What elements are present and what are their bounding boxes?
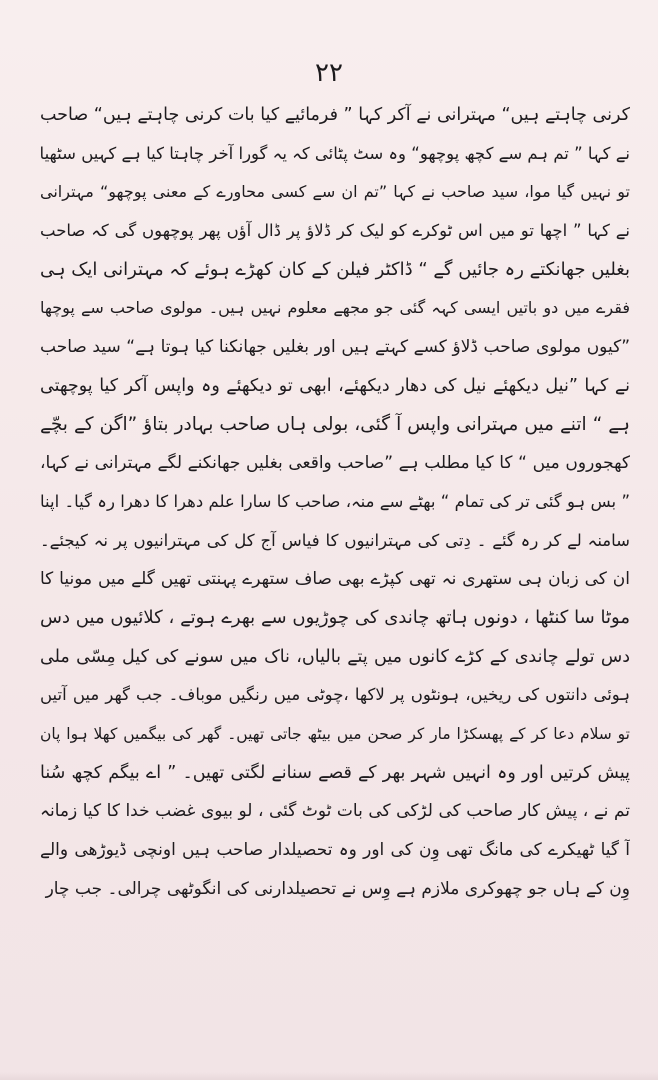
text-line-18: پیش کرتیں اور وہ انہیں شہر بھر کے قصے سنانے لگتی تھیں۔ ” اے بیگم کچھ سُنا (40, 762, 630, 783)
text-line-12: سامنہ لے کر رہ گئے ۔ دِتی کی مہترانیوں کا فیاس آج کل کی مہترانیوں پر نہ کیجئے۔ (40, 530, 630, 550)
urdu-text-body (40, 96, 630, 908)
text-line-11: ” بس ہو گئی تر کی تمام “ بھٹے سے منہ، صاحب کا سارا علم دھرا کا دھرا رہ گیا۔ اپنا (40, 491, 630, 511)
text-line-5: بغلیں جھانکتے رہ جائیں گے “ ڈاکٹر فیلن کے کان کھڑے ہوئے کہ مہترانی ایک ہی (40, 258, 630, 280)
text-line-7: ”کیوں مولوی صاحب ڈلاؤ کسے کہتے ہیں اور بغلیں جھانکنا کیا ہوتا ہے“ سید صاحب (40, 337, 630, 358)
text-line-19: تم نے ، پیش کار صاحب کی لڑکی کی بات ٹوٹ گئی ، لو بیوی غضب خدا کا کیا زمانہ (40, 801, 630, 822)
text-line-6: فقرے میں دو باتیں ایسی کہہ گئی جو مجھے معلوم نہیں ہیں۔ مولوی صاحب سے پوچھا (40, 298, 630, 318)
text-line-2: نے کہا ” تم ہم سے کچھ پوچھو“ وہ سٹ پٹائی کہ یہ گورا آخر چاہتا کیا ہے کہیں سٹھیا (40, 143, 630, 163)
text-line-20: آ گیا ٹھیکرے کی مانگ تھی وِن کی اور وہ تحصیلدار صاحب ہیں اونچی ڈیوڑھی والے (40, 840, 630, 861)
page-number: ۲۲ (315, 58, 343, 88)
text-line-21: وِن کے ہاں جو چھوکری ملازم ہے وِس نے تحصیلدارنی کی انگوٹھی چرالی۔ جب چار (45, 878, 630, 899)
text-line-8: نے کہا ”نیل دیکھئے نیل کی دھار دیکھئے، ابھی تو دیکھئے وہ واپس آکر کیا پوچھتی (40, 375, 630, 396)
text-line-1: کرنی چاہتے ہیں“ مہترانی نے آکر کہا ” فرمائیے کیا بات کرنی چاہتے ہیں“ صاحب (40, 105, 630, 125)
page-bottom-edge (0, 1072, 658, 1080)
text-line-14: موٹا سا کنٹھا ، دونوں ہاتھ چاندی کی چوڑیوں سے بھرے ہوتے ، کلائیوں میں دس (40, 606, 630, 628)
text-line-17: تو سلام دعا کر کے پھسکڑا مار کر صحن میں بیٹھ جاتی تھیں۔ گھر کی بیگمیں کھلا ہوا پان (40, 725, 630, 743)
text-line-3: تو نہیں گیا موا، سید صاحب نے کہا ”تم ان سے کسی محاورے کے معنی پوچھو“ مہترانی (40, 182, 630, 202)
text-line-9: ہے “ اتنے میں مہترانی واپس آ گئی، بولی ہاں صاحب بہادر بتاؤ ”اگن کے بچّے (40, 413, 630, 435)
text-line-13: ان کی زبان ہی ستھری نہ تھی کپڑے بھی صاف ستھرے پہنتی تھیں گلے میں مونیا کا (40, 569, 630, 590)
text-line-16: ہوئی دانتوں کی ریخیں، ہونٹوں پر لاکھا ،چوٹی میں رنگیں موباف۔ جب گھر میں آتیں (40, 685, 630, 705)
text-line-15: دس تولے چاندی کے کڑے کانوں میں پتے بالیاں، ناک میں سونے کی کیل مِسّی ملی (40, 646, 630, 667)
text-line-4: نے کہا ” اچھا تو میں اس ٹوکرے کو لیک کر ڈلاؤ پر ڈال آؤں پھر پوچھوں گی کہ صاحب (40, 221, 630, 241)
text-line-10: کھجوروں میں “ کا کیا مطلب ہے ”صاحب واقعی بغلیں جھانکنے لگے مہترانی نے کہا، (40, 453, 630, 474)
